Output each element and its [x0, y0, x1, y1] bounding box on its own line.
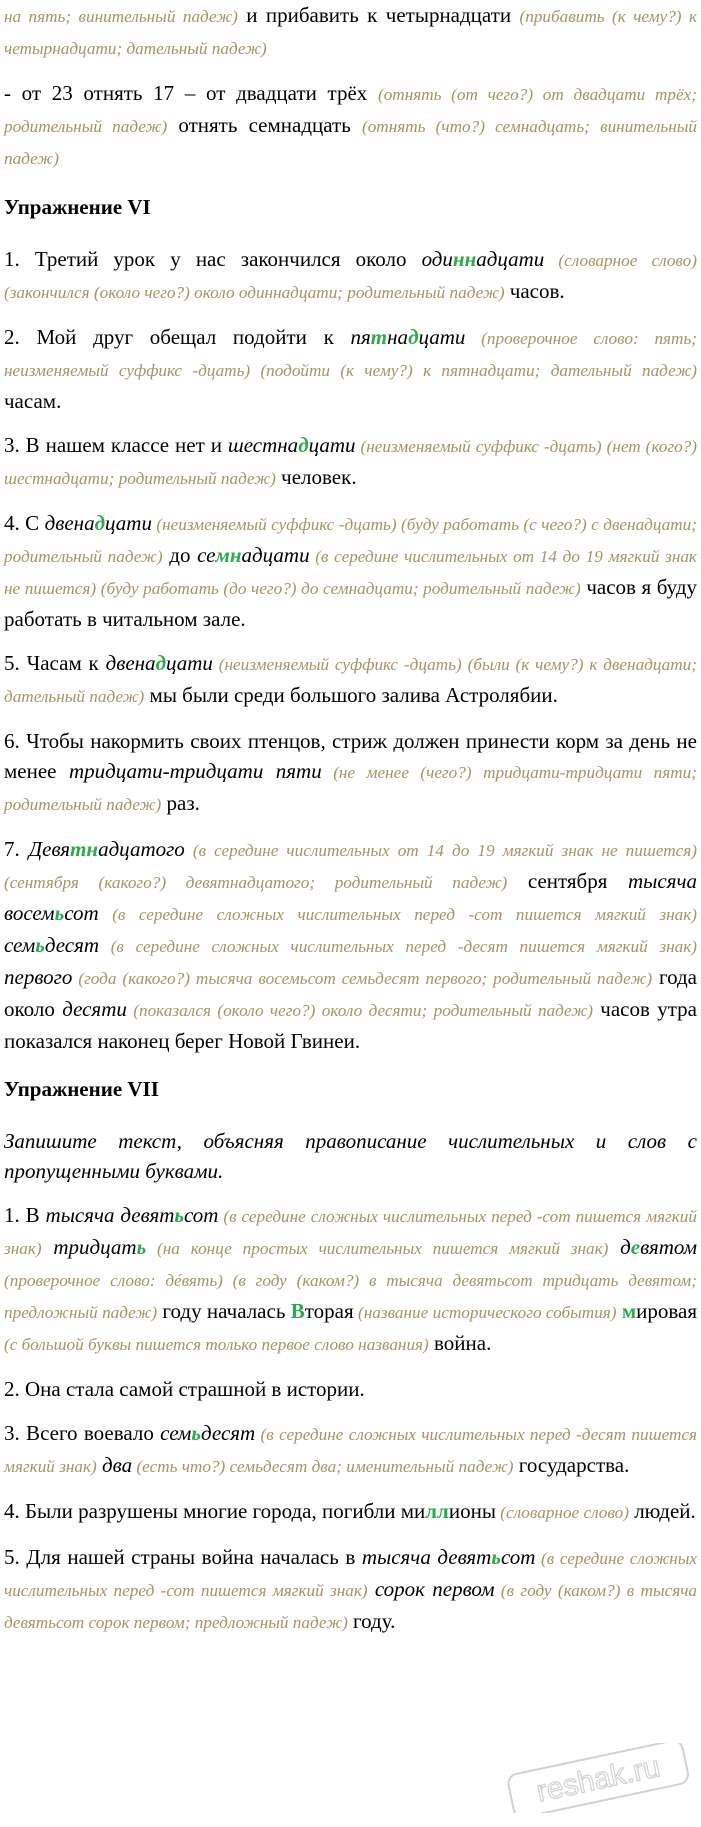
comment-note: (показался (около чего?) около десяти; родительный падеж) [126, 1001, 593, 1020]
highlighted-letters: д [94, 511, 106, 535]
comment-note: (в середине числительных от 14 до 19 мягкий знак не пишется) (сентября (какого?) девятнадцатого; родительный падеж) [4, 841, 697, 892]
text-run: человек. [275, 465, 357, 489]
highlighted-letters: д [408, 325, 419, 349]
comment-note: (на конце простых числительных пишется мягкий знак) [146, 1239, 609, 1258]
text-run [42, 1235, 54, 1259]
comment-note: (словарное слово) (закончился (около чего?) около одиннадцати; родительный падеж) [4, 251, 697, 302]
text-run: года около [4, 965, 697, 1021]
text-run: до [162, 543, 198, 567]
numeral-word: тысяча девят [361, 1545, 492, 1569]
exercise-6-item-6 [4, 726, 697, 820]
watermark-text: reshak.ru [533, 1750, 663, 1809]
highlighted-letters: д [155, 651, 166, 675]
text-run: 2. Она стала самой страшной в истории. [4, 1377, 365, 1401]
exercise-7-item-3 [4, 1418, 697, 1482]
numeral-word: Девя [28, 837, 71, 861]
comment-note: (в середине сложных числительных перед -сот пишется мягкий знак) [4, 1207, 697, 1258]
numeral-word: сорок первом [374, 1577, 495, 1601]
numeral-word: сот [500, 1545, 536, 1569]
highlighted-letters: нн [452, 247, 477, 271]
numeral-word: двена [105, 651, 156, 675]
highlighted-letters: ь [136, 1235, 147, 1259]
exercise-6-item-1 [4, 244, 697, 308]
highlighted-letters: ь [491, 1545, 501, 1569]
text-run: 2. Мой друг обещал подойти к [4, 325, 351, 349]
numeral-word: адцатого [98, 837, 185, 861]
text-run: часам. [4, 389, 62, 413]
numeral-word: адцати [476, 247, 545, 271]
text-run: торая [304, 1299, 354, 1323]
text-run: мы были среди большого залива Астролябии. [144, 683, 558, 707]
text-run: году началась [157, 1299, 291, 1323]
exercise-6-item-7 [4, 834, 697, 1056]
numeral-word: тридцат [53, 1235, 137, 1259]
exercise-6-heading: Упражнение VI [4, 195, 151, 219]
comment-note: (проверочное слово: дéвять) (в году (каком?) в тысяча девятьсот тридцать девятом; предложный падеж) [4, 1271, 697, 1322]
text-run: и прибавить к четырнадцати [237, 3, 520, 27]
text-run [608, 1235, 620, 1259]
numeral-word: на [387, 325, 409, 349]
comment-note: (в середине сложных числительных перед -сот пишется мягкий знак) [98, 905, 697, 924]
highlighted-letters: тн [70, 837, 99, 861]
numeral-word: шестна [227, 433, 299, 457]
highlighted-letters: м [621, 1299, 637, 1323]
highlighted-letters: е [630, 1235, 641, 1259]
highlighted-letters: ь [174, 1203, 184, 1227]
text-run: ионы [448, 1499, 496, 1523]
text-run: 4. Были разрушены многие города, погибли ми [4, 1499, 426, 1523]
numeral-word: сем [160, 1421, 192, 1445]
text-run: ировая [636, 1299, 697, 1323]
comment-note: (в середине сложных числительных перед -десят пишется мягкий знак) [4, 1425, 698, 1476]
comment-note: (прибавить (к чему?) к четырнадцати; дательный падеж) [4, 7, 697, 58]
exercise-7-item-1 [4, 1200, 697, 1360]
text-run: 3. В нашем классе нет и [4, 433, 228, 457]
exercise-6-item-4 [4, 508, 697, 634]
numeral-word: первого [4, 965, 73, 989]
comment-note: (неизменяемый суффикс -дцать) (были (к чему?) к двенадцати; дательный падеж) [4, 655, 697, 706]
numeral-word: оди [421, 247, 453, 271]
comment-note: (в середине сложных числительных перед -сот пишется мягкий знак) [4, 1549, 697, 1600]
highlighted-letters: ь [35, 933, 45, 957]
comment-note: (словарное слово) [495, 1503, 629, 1522]
numeral-word: десят [201, 1421, 256, 1445]
text-run: 4. С [4, 511, 45, 535]
comment-note: (неизменяемый суффикс -дцать) (нет (кого?) шестнадцати; родительный падеж) [4, 437, 697, 488]
numeral-word: вятом [640, 1235, 697, 1259]
text-run: раз. [161, 791, 200, 815]
highlighted-letters: мн [215, 543, 242, 567]
comment-note: (есть что?) семьдесят два; именительный падеж) [132, 1457, 514, 1476]
text-run: 1. Третий урок у нас закончился около [4, 247, 422, 271]
numeral-word: се [197, 543, 216, 567]
exercise-6-item-2 [4, 322, 697, 416]
numeral-word: пя [350, 325, 371, 349]
comment-note: (в середине сложных числительных перед -десят пишется мягкий знак) [99, 937, 697, 956]
text-run: 6. Чтобы накормить своих птенцов, стриж должен принести корм за день не менее [4, 729, 697, 783]
comment-note: (с большой буквы пишется только первое слово названия) [4, 1335, 429, 1354]
exercise-7-task: Запишите текст, объясняя правописание числительных и слов с пропущенными буквами. [4, 1129, 697, 1183]
numeral-word: сот [64, 901, 99, 925]
numeral-word: десят [44, 933, 100, 957]
text-run: война. [428, 1331, 492, 1355]
numeral-word: адцати [241, 543, 310, 567]
numeral-word: тысяча восем [4, 869, 697, 925]
numeral-word: сем [4, 933, 36, 957]
text-run: 5. Часам к [4, 651, 106, 675]
text-run: - от 23 отнять 17 – от двадцати трёх [4, 81, 378, 105]
text-run: сентября [507, 869, 628, 893]
watermark-logo [503, 1743, 693, 1813]
comment-note: (не менее (чего?) тридцати-тридцати пяти; родительный падеж) [4, 763, 697, 814]
text-run: году. [347, 1609, 396, 1633]
exercise-7-heading: Упражнение VII [4, 1077, 159, 1101]
highlighted-letters: д [298, 433, 309, 457]
text-run: часов я буду работать в читальном зале. [4, 575, 698, 631]
exercise-7-item-2 [4, 1374, 697, 1404]
numeral-word: тридцати-тридцати пяти [68, 759, 322, 783]
text-run: отнять семнадцать [167, 113, 362, 137]
text-run [368, 1577, 375, 1601]
comment-note: (проверочное слово: пять; неизменяемый суффикс -дцать) (подойти (к чему?) к пятнадцати; дательный падеж) [4, 329, 698, 380]
numeral-word: двена [44, 511, 95, 535]
text-run: государства. [513, 1453, 630, 1477]
comment-note: (в середине числительных от 14 до 19 мягкий знак не пишется) (буду работать (до чего?) до семнадцати; родительный падеж) [4, 547, 697, 598]
numeral-word: цати [418, 325, 466, 349]
comment-note: (отнять (от чего?) от двадцати трёх; родительный падеж) [4, 85, 697, 136]
comment-note: (неизменяемый суффикс -дцать) (буду работать (с чего?) с двенадцати; родительный падеж) [4, 515, 697, 566]
numeral-word: десяти [62, 997, 127, 1021]
paragraph-continued-1 [4, 0, 697, 64]
comment-note: (отнять (что?) семнадцать; винительный падеж) [4, 117, 697, 168]
numeral-word: цати [308, 433, 356, 457]
paragraph-continued-2 [4, 78, 697, 174]
numeral-word: тысяча девят [45, 1203, 175, 1227]
highlighted-letters: ь [191, 1421, 202, 1445]
numeral-word: цати [105, 511, 152, 535]
comment-note: (название исторического события) [353, 1303, 617, 1322]
numeral-word: д [620, 1235, 631, 1259]
text-run: людей. [628, 1499, 696, 1523]
exercise-6-item-3 [4, 430, 697, 494]
text-run: 3. Всего воевало [4, 1421, 161, 1445]
text-run: 5. Для нашей страны война началась в [4, 1545, 362, 1569]
text-run: 1. В [4, 1203, 46, 1227]
exercise-6-item-5 [4, 648, 697, 712]
numeral-word: два [102, 1453, 133, 1477]
highlighted-letters: т [370, 325, 388, 349]
highlighted-letters: ь [54, 901, 65, 925]
text-run: часов утра показался наконец берег Новой Гвинеи. [4, 997, 698, 1053]
highlighted-letters: лл [425, 1499, 449, 1523]
exercise-7-item-5 [4, 1542, 697, 1638]
numeral-word: сот [183, 1203, 219, 1227]
text-run: часов. [504, 279, 565, 303]
comment-note: (в году (каком?) в тысяча девятьсот сорок первом; предложный падеж) [4, 1581, 697, 1632]
highlighted-letters: В [290, 1299, 305, 1323]
comment-note: (года (какого?) тысяча восемьсот семьдесят первого; родительный падеж) [72, 969, 653, 988]
exercise-7-item-4 [4, 1496, 697, 1528]
numeral-word: цати [165, 651, 213, 675]
comment-note: на пять; винительный падеж) [4, 7, 238, 26]
text-run: 7. [4, 837, 29, 861]
